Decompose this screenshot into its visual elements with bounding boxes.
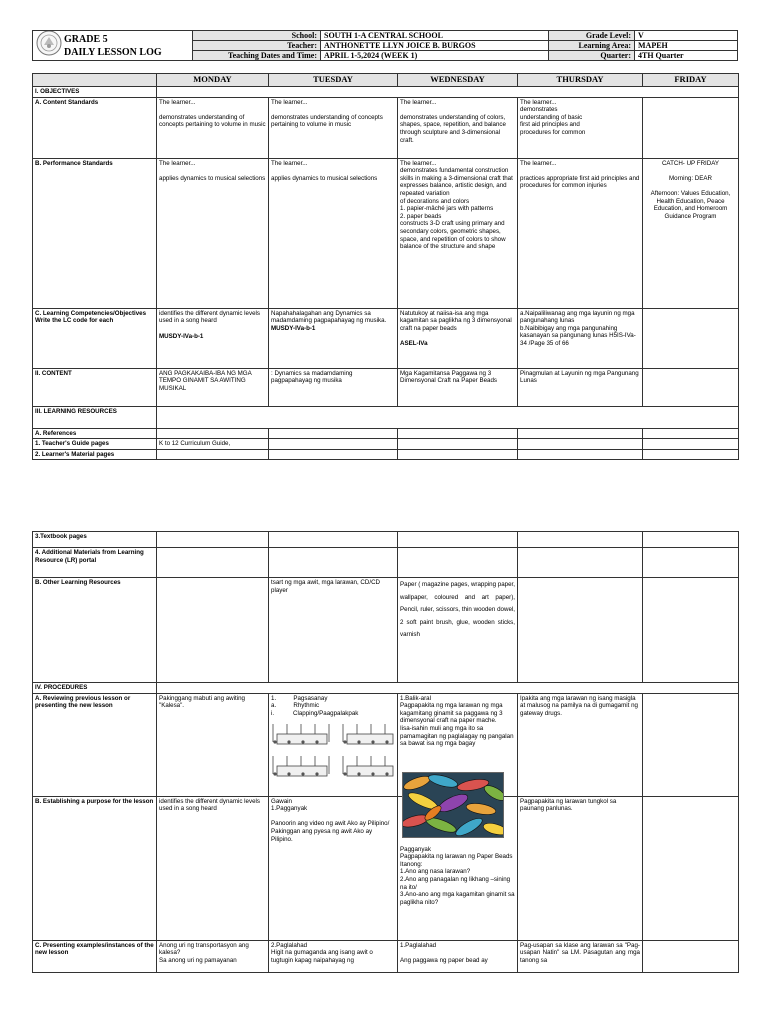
presenting-tue: 2.Paglalahad Higit na gumaganda ang isang awit o tugtugin kapag naipahayag ng — [269, 940, 398, 972]
competencies-label: C. Learning Competencies/Objectives Write the LC code for each — [33, 308, 157, 368]
competencies-wed — [398, 308, 518, 368]
objectives-label: I. OBJECTIVES — [33, 87, 157, 98]
competencies-tue-code: MUSDY-IVa-b-1 — [271, 324, 316, 332]
presenting-row — [33, 940, 739, 972]
content-thu: Pinagmulan at Layunin ng mga Pangunang Lunas — [518, 368, 643, 406]
procedures-label: IV. PROCEDURES — [33, 683, 157, 694]
performance-standards-mon: The learner... applies dynamics to musical selections — [157, 158, 269, 308]
content-standards-tue: The learner... demonstrates understanding of concepts pertaining to volume in music — [269, 97, 398, 158]
textbook-tue — [269, 532, 398, 548]
header-friday: FRIDAY — [643, 74, 739, 87]
textbook-mon — [157, 532, 269, 548]
review-wed: 1.Balik-aral Pagpapakita ng mga larawan ng mga kagamitang ginamit sa paggawa ng 3 dimensyonal craft na paper mache. Iisa-isahin muli ang mga ito sa pamamagitan ng paglalagay ng pangalan sa bawat isa ng mga bagay — [398, 693, 518, 796]
competencies-row — [33, 308, 739, 368]
competencies-wed-text: Natutukoy at naiisa-isa ang mga kagamitan sa paglikha ng 3 dimensyonal craft na paper beads — [400, 309, 512, 332]
other-resources-fri — [643, 578, 739, 683]
content-label: II. CONTENT — [33, 368, 157, 406]
references-fri — [643, 428, 739, 439]
textbook-thu — [518, 532, 643, 548]
content-standards-mon: The learner... demonstrates understanding of concepts pertaining to volume in music — [157, 97, 269, 158]
competencies-thu: a.Naipaliliwanag ang mga layunin ng mga pangunahang lunas b.Naibibigay ang mga pangunahing kasanayan sa pangunang lunas H5IS-IVa-34 /Page 35 of 66 — [518, 308, 643, 368]
learning-area-value: MAPEH — [635, 41, 738, 51]
lesson-table-part2 — [32, 531, 739, 973]
performance-standards-fri: CATCH- UP FRIDAY Morning: DEAR Afternoon: Values Education, Health Education, Peace Education, and Homeroom Guidance Program — [643, 158, 739, 308]
review-fri — [643, 693, 739, 796]
school-value: SOUTH 1-A CENTRAL SCHOOL — [321, 31, 549, 41]
performance-standards-wed: The learner... demonstrates fundamental construction skills in making a 3-dimensional craft that expresses balance, artistic design, and repeated variation of decorations and colors 1. papier-mâché jars with patterns 2. paper beads constructs 3-D craft using primary and secondary colors, geometric shapes, space, and repetition of colors to show balance of the structure and shape — [398, 158, 518, 308]
performance-standards-row — [33, 158, 739, 308]
references-thu — [518, 428, 643, 439]
procedures-span — [157, 683, 739, 694]
learning-area-label: Learning Area: — [549, 41, 635, 51]
lm-pages-label: 2. Learner's Material pages — [33, 449, 157, 460]
competencies-wed-code: ASEL-IVa — [400, 340, 428, 348]
review-row — [33, 693, 739, 796]
dates-label: Teaching Dates and Time: — [193, 51, 321, 61]
content-standards-wed: The learner... demonstrates understanding of colors, shapes, space, repetition, and balance through sculpture and 3-dimensional craft. — [398, 97, 518, 158]
competencies-fri — [643, 308, 739, 368]
tg-pages-fri — [643, 439, 739, 450]
lm-pages-fri — [643, 449, 739, 460]
teacher-label: Teacher: — [193, 41, 321, 51]
tg-pages-row — [33, 439, 739, 450]
tg-pages-thu — [518, 439, 643, 450]
purpose-tue: Gawain 1.Pagganyak Panoorin ang video ng awit Ako ay Pilipino/ Pakinggan ang pyesa ng awit Ako ay Pilipino. — [269, 796, 398, 940]
competencies-mon-text: identifies the different dynamic levels used in a song heard — [159, 309, 261, 325]
tg-pages-wed — [398, 439, 518, 450]
lm-pages-wed — [398, 449, 518, 460]
lm-pages-mon — [157, 449, 269, 460]
header-monday: MONDAY — [157, 74, 269, 87]
purpose-label: B. Establishing a purpose for the lesson — [33, 796, 157, 940]
header-thursday: THURSDAY — [518, 74, 643, 87]
teacher-value: ANTHONETTE LLYN JOICE B. BURGOS — [321, 41, 549, 51]
competencies-mon — [157, 308, 269, 368]
grade-title: GRADE 5 — [64, 34, 108, 45]
content-standards-label: A. Content Standards — [33, 97, 157, 158]
other-resources-mon — [157, 578, 269, 683]
rhythm-notation-icon — [271, 720, 395, 785]
additional-thu — [518, 548, 643, 578]
tg-pages-label: 1. Teacher's Guide pages — [33, 439, 157, 450]
tg-pages-mon: K to 12 Curriculum Guide, — [157, 439, 269, 450]
review-tue-item-1: 1. Pagsasanay — [271, 694, 328, 702]
dates-row — [193, 51, 738, 61]
header-tuesday: TUESDAY — [269, 74, 398, 87]
performance-standards-thu: The learner... practices appropriate first aid principles and procedures for common injuries — [518, 158, 643, 308]
content-fri — [643, 368, 739, 406]
grade-level-label: Grade Level: — [549, 31, 635, 41]
competencies-tue-text: Napahahalagahan ang Dynamics sa madamdaming pagpapahayag ng musika. — [271, 309, 387, 325]
competencies-tue — [269, 308, 398, 368]
competencies-mon-code: MUSDY-IVa-b-1 — [159, 332, 204, 340]
other-resources-row — [33, 578, 739, 683]
other-resources-thu — [518, 578, 643, 683]
learning-resources-row — [33, 406, 739, 428]
review-tue — [269, 693, 398, 796]
performance-standards-tue: The learner... applies dynamics to musical selections — [269, 158, 398, 308]
content-standards-row — [33, 97, 739, 158]
textbook-wed — [398, 532, 518, 548]
content-standards-thu: The learner... demonstrates understanding of basic first aid principles and procedures for common — [518, 97, 643, 158]
presenting-label: C. Presenting examples/instances of the new lesson — [33, 940, 157, 972]
purpose-wed-text: Pagganyak Pagpapakita ng larawan ng Paper Beads Itanong: 1.Ano ang nasa larawan? 2.Ano ang panagalan ng likhang –sining na ito/ 3.Ano-ano ang mga kagamitan ginamit sa paglikha nito? — [400, 845, 515, 906]
purpose-mon: identifies the different dynamic levels used in a song heard — [157, 796, 269, 940]
performance-standards-label: B. Performance Standards — [33, 158, 157, 308]
lm-pages-row — [33, 449, 739, 460]
other-resources-tue: tsart ng mga awit, mga larawan, CD/CD player — [269, 578, 398, 683]
additional-fri — [643, 548, 739, 578]
other-resources-wed: Paper ( magazine pages, wrapping paper, wallpaper, coloured and art paper), Pencil, ruler, scissors, thin wooden dowel, 2 soft paint brush, glue, wooden sticks, varnish — [398, 578, 518, 683]
content-standards-fri — [643, 97, 739, 158]
title-border — [32, 30, 194, 61]
purpose-fri — [643, 796, 739, 940]
textbook-fri — [643, 532, 739, 548]
additional-row — [33, 548, 739, 578]
presenting-fri — [643, 940, 739, 972]
references-wed — [398, 428, 518, 439]
content-row — [33, 368, 739, 406]
content-tue: : Dynamics sa madamdaming pagpapahayag ng musika — [269, 368, 398, 406]
textbook-row — [33, 532, 739, 548]
references-row — [33, 428, 739, 439]
review-label: A. Reviewing previous lesson or presenting the new lesson — [33, 693, 157, 796]
learning-resources-label: III. LEARNING RESOURCES — [33, 406, 157, 428]
presenting-thu: Pag-usapan sa klase ang larawan sa "Pag-usapan Natin" sa LM. Pasagutan ang mga tanong sa — [518, 940, 643, 972]
textbook-label: 3.Textbook pages — [33, 532, 157, 548]
header-wednesday: WEDNESDAY — [398, 74, 518, 87]
lm-pages-tue — [269, 449, 398, 460]
learning-resources-span — [157, 406, 739, 428]
lm-pages-thu — [518, 449, 643, 460]
quarter-value: 4TH Quarter — [635, 51, 738, 61]
additional-mon — [157, 548, 269, 578]
dates-value: APRIL 1-5,2024 (WEEK 1) — [321, 51, 549, 61]
header-info-table — [192, 30, 738, 61]
presenting-wed: 1.Paglalahad Ang paggawa ng paper bead ay — [398, 940, 518, 972]
paper-beads-photo-icon — [402, 772, 504, 838]
teacher-row — [193, 41, 738, 51]
objectives-row — [33, 87, 739, 98]
header-blank — [33, 74, 157, 87]
content-mon: ANG PAGKAKAIBA-IBA NG MGA TEMPO GINAMIT SA AWITING MUSIKAL — [157, 368, 269, 406]
objectives-span — [157, 87, 739, 98]
procedures-row — [33, 683, 739, 694]
content-wed: Mga Kagamitansa Paggawa ng 3 Dimensyonal Craft na Paper Beads — [398, 368, 518, 406]
purpose-row — [33, 796, 739, 940]
references-tue — [269, 428, 398, 439]
tg-pages-tue — [269, 439, 398, 450]
lesson-table-part1 — [32, 73, 739, 460]
school-label: School: — [193, 31, 321, 41]
log-title: DAILY LESSON LOG — [64, 47, 162, 58]
presenting-mon: Anong uri ng transportasyon ang kalesa? Sa anong uri ng pamayanan — [157, 940, 269, 972]
references-label: A. References — [33, 428, 157, 439]
school-row — [193, 31, 738, 41]
purpose-thu: Pagpapakita ng larawan tungkol sa paunang panlunas. — [518, 796, 643, 940]
references-mon — [157, 428, 269, 439]
grade-level-value: V — [635, 31, 738, 41]
review-mon: Pakinggang mabuti ang awiting "Kalesa". — [157, 693, 269, 796]
additional-label: 4. Additional Materials from Learning Resource (LR) portal — [33, 548, 157, 578]
review-tue-item-2: a. Rhythmic — [271, 702, 320, 710]
review-tue-item-3: i. Clapping/Paagpalakpak — [271, 709, 359, 717]
additional-wed — [398, 548, 518, 578]
other-resources-label: B. Other Learning Resources — [33, 578, 157, 683]
day-header-row — [33, 74, 739, 87]
review-thu: Ipakita ang mga larawan ng isang masigla at malusog na pamilya na di gumagamit ng gateway drugs. — [518, 693, 643, 796]
quarter-label: Quarter: — [549, 51, 635, 61]
additional-tue — [269, 548, 398, 578]
